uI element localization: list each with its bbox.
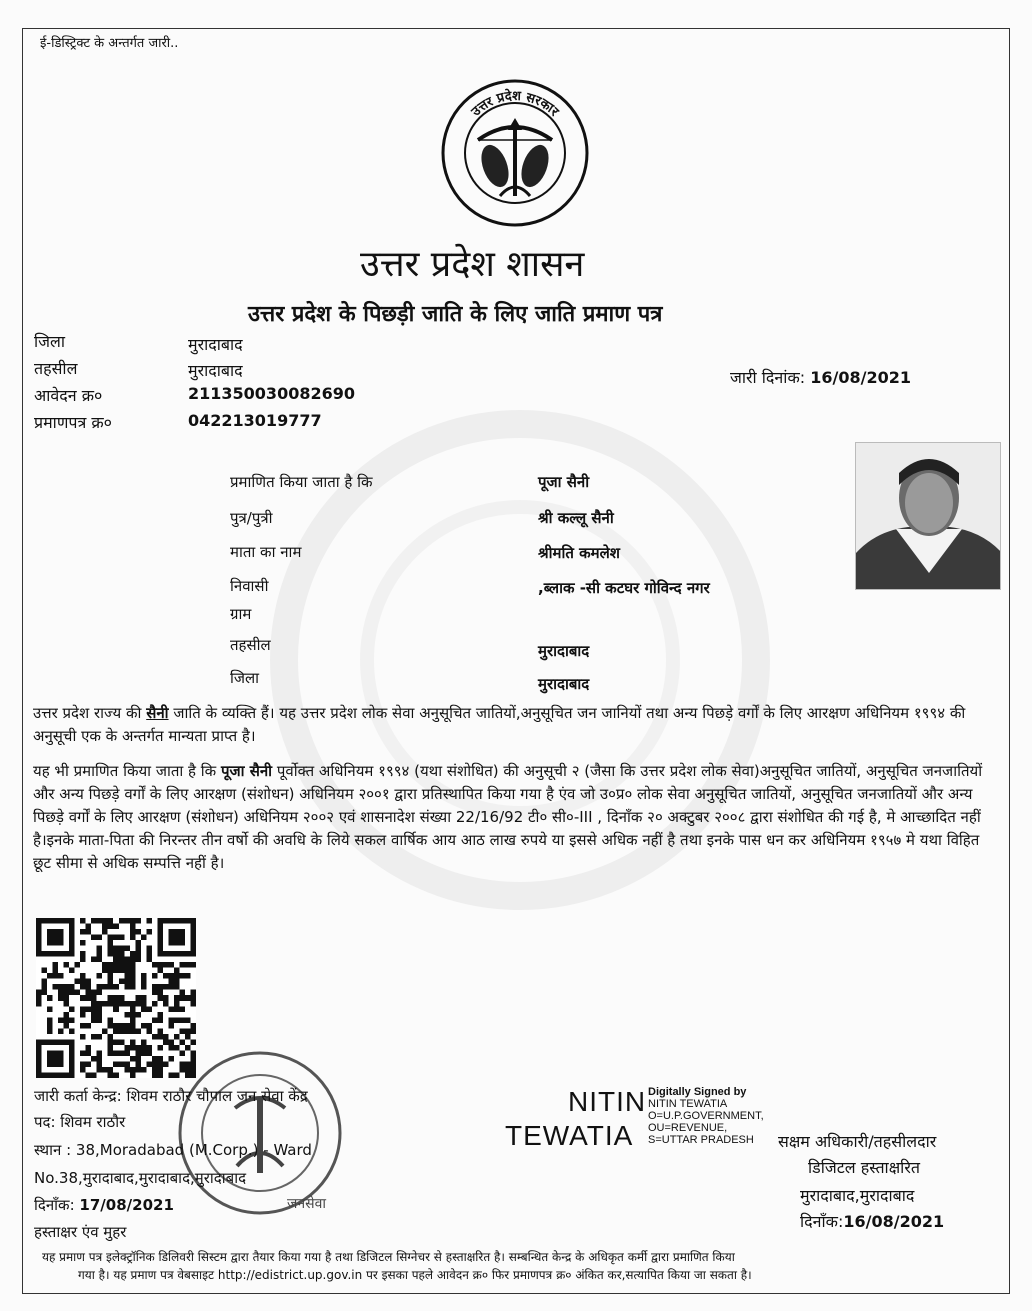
detail-value-resident: ,ब्लाक -सी कटघर गोविन्द नगर [538,579,710,597]
issuer-date [34,1195,174,1215]
dsig-meta-4: S=UTTAR PRADESH [648,1134,754,1146]
detail-label-tehsil: तहसील [230,636,271,654]
certificate-subtitle: उत्तर प्रदेश के पिछड़ी जाति के लिए जाति प्रमाण पत्र [248,302,663,327]
issuer-place-line1: स्थान : 38,Moradabad (M.Corp.) - Ward [34,1141,312,1159]
dsig-name-line1: NITIN [568,1086,647,1117]
para1-pre: उत्तर प्रदेश राज्य की [33,704,147,722]
dsig-name-line2: TEWATIA [505,1120,634,1151]
issuer-sign-label: हस्ताक्षर एंव मुहर [34,1223,127,1241]
footer-line1: यह प्रमाण पत्र इलेक्ट्रॉनिक डिलिवरी सिस्टम द्वारा तैयार किया गया है तथा डिजिटल सिग्नेचर से हस्ताक्षरित है। सम्बन्धित केन्द्र के अधिकृत कर्मी द्वारा प्रमाणित किया [42,1250,735,1264]
svg-text:उत्तर प्रदेश सरकार [468,88,562,120]
detail-label-certified: प्रमाणित किया जाता है कि [230,473,373,491]
dsig-meta-3: OU=REVENUE, [648,1122,728,1134]
issuer-date-label: दिनाँक: [34,1196,75,1214]
certificate-paragraph-2 [33,760,988,875]
footer-url-link[interactable]: http://edistrict.up.gov.in [217,1268,363,1282]
dsig-meta-2: O=U.P.GOVERNMENT, [648,1110,764,1122]
field-value-application-no: 211350030082690 [188,384,355,403]
authority-date [800,1210,944,1232]
field-value-certificate-no: 042213019777 [188,411,322,430]
up-government-emblem-icon [440,78,590,228]
authority-date-label: दिनाँक: [800,1212,844,1231]
issue-date-label: जारी दिनांक: [730,368,806,387]
applicant-photo-icon [855,442,1001,590]
dsig-meta-1: NITIN TEWATIA [648,1098,728,1110]
header-note: ई-डिस्ट्रिक्ट के अन्तर्गत जारी.. [40,36,179,51]
page-title: उत्तर प्रदेश शासन [360,244,585,285]
para1-post: जाति के व्यक्ति हैं। यह उत्तर प्रदेश लोक सेवा अनुसूचित जातियों,अनुसूचित जन जानियों तथा अन्य पिछड़े वर्गों के लिए आरक्षण अधिनियम १९९४ की अनुसूची एक के अन्तर्गत मान्यता प्राप्त है। [33,704,966,745]
authority-sign: डिजिटल हस्ताक्षरित [808,1158,920,1177]
authority-title: सक्षम अधिकारी/तहसीलदार [778,1132,937,1151]
para2-post: पूर्वोक्त अधिनियम १९९४ (यथा संशोधित) की अनुसूची २ (जैसा कि उत्तर प्रदेश लोक सेवा)अनुसूचित जातियों, अनुसूचित जनजातियों और अन्य पिछड़े वर्गों के लिए आरक्षण (संशोधन) अधिनियम २००१ द्वारा प्रतिस्थापित किया गया है एंव जो उ०प्र० लोक सेवा अनुसूचित जातियों, अनुसूचित जनजातियों और अन्य पिछड़े वर्गों के लिए आरक्षण (संशोधन) अधिनियम २००२ एवं शासनादेश संख्या 22/16/92 टी० सी०-III , दिनाँक २० अक्टुबर २००८ द्वारा संशोधित की गई है, मे आच्छादित नहीं है।इनके माता-पिता की निरन्तर तीन वर्षो की अवधि के लिये सकल वार्षिक आय आठ लाख रुपये या इससे अधिक नहीं है तथा इनके पास धन कर अधिनियम १९५७ मे यथा विहित छूट सीमा से अधिक सम्पत्ति नहीं है। [33,762,983,872]
field-label-application-no: आवेदन क्र० [34,386,103,405]
detail-label-village: ग्राम [230,605,252,623]
footer-line2 [78,1267,752,1284]
authority-date-value: 16/08/2021 [843,1212,945,1231]
detail-label-mother: माता का नाम [230,543,302,561]
qr-code-icon [36,918,196,1078]
emblem-text: उत्तर प्रदेश सरकार [468,88,562,120]
footer-line2-post: पर इसका पहले आवेदन क्र० फिर प्रमाणपत्र क्र० अंकित कर,सत्यापित किया जा सकता है। [362,1268,752,1282]
detail-value-tehsil: मुरादाबाद [538,642,590,660]
issuer-center: जारी कर्ता केन्द्र: शिवम राठौर चौपाल जन सेवा केंद्र [34,1087,308,1105]
issue-date-value: 16/08/2021 [810,368,911,387]
detail-label-district: जिला [230,669,260,687]
para1-caste: सैनी [146,704,169,722]
detail-value-name: पूजा सैनी [538,473,590,491]
dsig-meta-0: Digitally Signed by [648,1086,747,1098]
issuer-place-line2: No.38,मुरादाबाद,मुरादाबाद,मुरादाबाद [34,1169,247,1187]
stamp-text: जनसेवा [287,1196,327,1212]
field-label-certificate-no: प्रमाणपत्र क्र० [34,413,112,432]
para2-pre: यह भी प्रमाणित किया जाता है कि [33,762,221,780]
detail-label-resident: निवासी [230,577,269,595]
field-label-tehsil: तहसील [34,359,78,378]
issuer-date-value: 17/08/2021 [79,1196,174,1214]
dsig-meta [648,1086,764,1146]
field-label-district: जिला [34,332,66,351]
detail-value-district: मुरादाबाद [538,675,590,693]
detail-value-mother: श्रीमति कमलेश [538,544,620,562]
para2-name: पूजा सैनी [220,762,273,780]
issuer-post: पद: शिवम राठौर [34,1113,126,1131]
field-value-district: मुरादाबाद [188,335,243,354]
field-value-tehsil: मुरादाबाद [188,361,243,380]
detail-value-father: श्री कल्लू सैनी [538,509,614,527]
footer-line2-pre: गया है। यह प्रमाण पत्र वेबसाइट [78,1268,218,1282]
round-seal-stamp-icon [175,1048,345,1218]
certificate-paragraph-1 [33,702,988,748]
issue-date [730,366,911,388]
authority-place: मुरादाबाद,मुरादाबाद [800,1186,915,1205]
detail-label-son-daughter: पुत्र/पुत्री [230,509,273,527]
